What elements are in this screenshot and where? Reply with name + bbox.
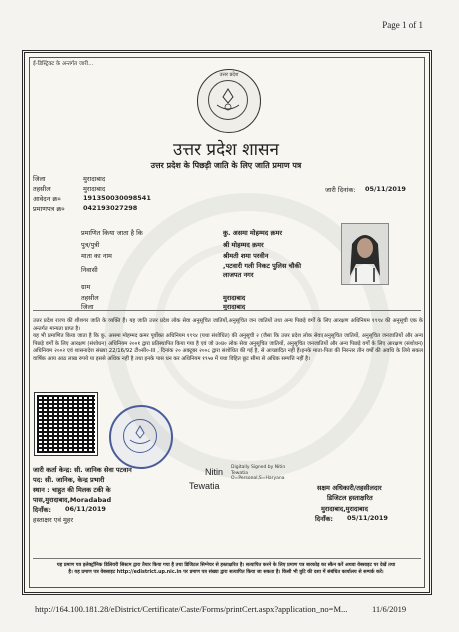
authority-date: 05/11/2019 (347, 514, 388, 522)
signature-seal-label: हस्ताक्षर एवं मुहर (33, 516, 74, 524)
person-tehsil-value: मुरादाबाद (223, 294, 246, 302)
resident-label: निवासी (81, 266, 98, 274)
digital-sign-info (231, 465, 285, 482)
competent-authority: सक्षम अधिकारी/तहसीलदार (317, 484, 382, 492)
district-label: जिला (33, 175, 46, 183)
tehsil-label: तहसील (33, 185, 51, 193)
digital-signer-last: Tewatia (189, 481, 220, 491)
digital-signer-first: Nitin (205, 467, 224, 477)
person-district-value: मुरादाबाद (223, 303, 246, 311)
egov-line: ई-डिस्ट्रिक्ट के अन्तर्गत जारी... (33, 61, 94, 67)
footer-note (33, 563, 419, 576)
applicant-photo (341, 223, 389, 285)
resident-address: ,पटवारी गली निकट पुलिस चौकी (223, 262, 302, 270)
issuer-date: 06/11/2019 (65, 505, 106, 513)
footer-divider (33, 558, 421, 559)
application-label: आवेदन क्र० (33, 195, 61, 203)
digital-sign-line3: O=Personal,S=Haryana (231, 476, 285, 481)
tehsil-value: मुरादाबाद (83, 185, 106, 193)
certificate-subtitle: उत्तर प्रदेश के पिछड़ी जाति के लिए जाति प्रमाण पत्र (150, 161, 302, 170)
digital-sign-line2: Tewatia (231, 470, 248, 476)
person-tehsil-label: तहसील (81, 294, 99, 302)
certificate-body (33, 318, 423, 364)
digital-sign-line1: Digitally Signed by Nitin (231, 465, 286, 470)
issuer-date-label: दिनाँक: (33, 506, 52, 514)
issuer-post: पद: सी. जानिक, केन्द्र प्रभारी (33, 476, 105, 484)
footer-note-line1: यह प्रमाण पत्र इलेक्ट्रॉनिक डिलिवरी सिस्टम द्वारा तैयार किया गया है तथा डिजिटल सिग्नेचर से हस्ताक्षरित है। सत्यापित करने के लिए प्रमाण पत्र बारकोड़ का स्कैन करें अथवा वेबसाइट पर देखें तथा (56, 563, 396, 568)
applicant-name: कु. असमा मोहम्मद क़मर (223, 229, 283, 237)
print-url: http://164.100.181.28/eDistrict/Certificate/Caste/Forms/printCert.aspx?application_no=M... (35, 604, 348, 614)
father-label: पुत्र/पुत्री (81, 241, 100, 249)
print-date: 11/6/2019 (372, 604, 407, 614)
application-number: 191350030098541 (83, 194, 151, 202)
certificate-title: उत्तर प्रदेश शासन (173, 140, 279, 160)
seal-inner-ring (123, 419, 157, 453)
issue-date: 05/11/2019 (365, 185, 406, 193)
official-seal (109, 405, 173, 469)
divider (33, 310, 421, 311)
certificate-number: 042193027298 (83, 204, 138, 212)
person-photo-icon (342, 224, 388, 284)
state-emblem (197, 69, 261, 133)
page-number: Page 1 of 1 (382, 20, 423, 30)
issue-date-label: जारी दिनांक: (325, 186, 356, 194)
authority-place: मुरादाबाद,मुरादाबाद (321, 505, 368, 513)
resident-address-line2: लाजपत नगर (223, 271, 254, 279)
digitally-signed-label: डिजिटल हस्ताक्षरित (327, 494, 373, 502)
emblem-icon (209, 81, 247, 119)
certificate (22, 50, 432, 595)
certify-label: प्रमाणित किया जाता है कि (81, 229, 143, 237)
mother-label: माता का नाम (81, 252, 112, 260)
mother-name: श्रीमती शमा परवीन (223, 252, 269, 260)
father-name: श्री मोहम्मद क़मर (223, 241, 264, 249)
emblem-text: उत्तर प्रदेश (219, 72, 239, 78)
qr-code (35, 393, 97, 455)
footer-note-line2: है। यह प्रमाण पत्र वेबसाइट http://edistrict.up.nic.in पर प्रमाण पत्र संख्या द्वारा सत्यापित किया जा सकता है। किसी भी त्रुटि की दशा में संबंधित कार्यालय से सम्पर्क करें। (68, 569, 384, 575)
district-value: मुरादाबाद (83, 175, 106, 183)
issuer-place: स्थान : चाहुत की मिलक टकी के (33, 486, 111, 494)
issuer-place-line2: पास,मुरादाबाद,Moradabad (33, 496, 112, 504)
seal-emblem-icon (124, 420, 156, 452)
person-district-label: जिला (81, 303, 94, 311)
body-paragraph-1: उत्तर प्रदेश राज्य की शीशगर जाति के व्यक्ति हैं। यह जाति उत्तर प्रदेश लोक सेवा अनुसूचित जातियों,अनुसूचित जन जातियों तथा अन्य पिछड़े वर्गों के लिए आरक्षण अधिनियम १९९४ की अनुसूची एक के अन्तर्गत मान्यता प्राप्त है। (33, 318, 423, 332)
issuer-centre: जारी कर्ता केन्द्र: सी. जानिक सेवा पटवान (33, 466, 132, 474)
body-paragraph-2: यह भी प्रमाणित किया जाता है कि कु. असमा मोहम्मद क़मर पूर्वोक्त अधिनियम १९९४ (यथा संशोधित) की अनुसूची २ (जैसा कि उत्तर प्रदेश लोक सेवा(अनुसूचित जातियों, अनुसूचित जनजातियों और अन्य पिछड़े वर्गों के लिए आरक्षण (संशोधन) अधिनियम २००१ द्वारा प्रतिस्थापित किया गया है एवं जो उ०प्र० लोक सेवा अनुसूचित जातियों, अनुसूचित जनजातियों और अन्य पिछड़े वर्गों के लिए आरक्षण (संशोधन) अधिनियम २००२ एवं शासनादेश संख्या 22/16/92 टी०सी०-III , दिनांक २० अक्टूबर २००८ द्वारा संशोधित की गई है, से आच्छादित नहीं हैं।इनके माता-पिता की निरन्तर तीन वर्षों की अवधि के लिये सकल वार्षिक आय आठ लाख रुपये या इससे अधिक नहीं है तथा इनके पास धन कर अधिनियम १९५७ में यथा विहित छूट सीमा से अधिक सम्पत्ति नहीं है। (33, 333, 423, 362)
certificate-number-label: प्रमाणपत्र क्र० (33, 205, 65, 213)
village-label: ग्राम (81, 283, 91, 291)
authority-date-label: दिनाँक: (315, 515, 334, 523)
emblem-inner-circle (208, 80, 248, 120)
